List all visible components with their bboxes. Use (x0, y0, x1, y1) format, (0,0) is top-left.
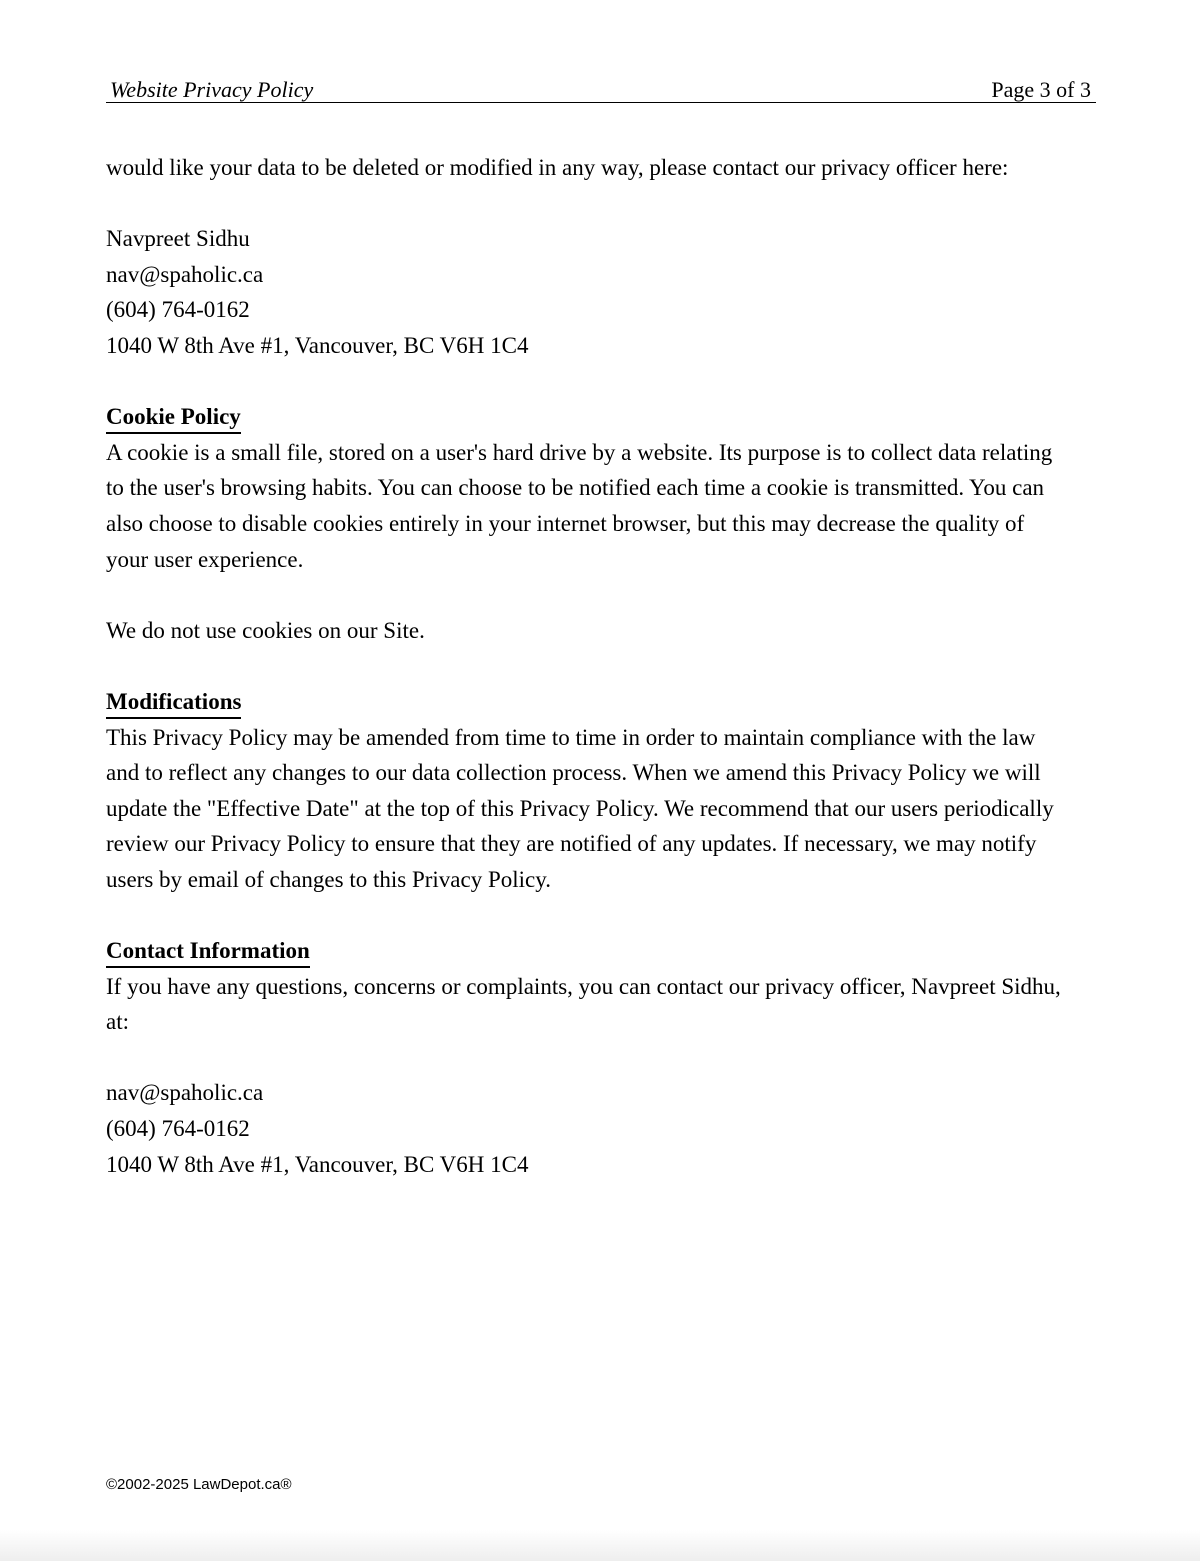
contact-details-block (106, 1075, 1100, 1182)
cookie-policy-heading: Cookie Policy (106, 402, 241, 434)
document-title: Website Privacy Policy (110, 77, 314, 102)
modifications-paragraph (106, 720, 1100, 898)
cookie-policy-line: to the user's browsing habits. You can choose to be notified each time a cookie is transmitted. You can (106, 475, 1045, 501)
cookie-policy-line: your user experience. (106, 546, 304, 572)
modifications-heading-wrap (106, 684, 1100, 720)
modifications-line: This Privacy Policy may be amended from time to time in order to maintain compliance with the law (106, 724, 1036, 750)
modifications-line: review our Privacy Policy to ensure that they are notified of any updates. If necessary, we may notify (106, 831, 1037, 857)
modifications-line: and to reflect any changes to our data collection process. When we amend this Privacy Policy we will (106, 760, 1041, 786)
page-bottom-shadow (0, 1530, 1200, 1561)
contact-phone: (604) 764-0162 (106, 1116, 250, 1142)
modifications-line: users by email of changes to this Privacy Policy. (106, 866, 552, 892)
officer-contact-block (106, 221, 1100, 363)
contact-information-line: at: (106, 1009, 129, 1035)
officer-address: 1040 W 8th Ave #1, Vancouver, BC V6H 1C4 (106, 332, 529, 358)
contact-information-heading: Contact Information (106, 936, 310, 968)
contact-address: 1040 W 8th Ave #1, Vancouver, BC V6H 1C4 (106, 1151, 529, 1177)
modifications-line: update the "Effective Date" at the top of this Privacy Policy. We recommend that our users periodically (106, 795, 1054, 821)
officer-email: nav@spaholic.ca (106, 261, 264, 287)
intro-text: would like your data to be deleted or modified in any way, please contact our privacy officer here: (106, 155, 1009, 180)
page-number: Page 3 of 3 (991, 77, 1091, 102)
officer-phone: (604) 764-0162 (106, 297, 250, 323)
modifications-heading: Modifications (106, 687, 241, 719)
contact-information-paragraph (106, 969, 1100, 1040)
page-footer (106, 1476, 292, 1494)
cookie-policy-paragraph (106, 435, 1100, 577)
page-header (106, 76, 1096, 103)
copyright-notice: ©2002-2025 LawDepot.ca® (106, 1476, 292, 1493)
cookie-policy-line: also choose to disable cookies entirely in your internet browser, but this may decrease the quality of (106, 510, 1025, 536)
contact-information-line: If you have any questions, concerns or complaints, you can contact our privacy officer, Navpreet Sidhu, (106, 973, 1061, 999)
intro-paragraph (106, 150, 1100, 186)
officer-name: Navpreet Sidhu (106, 226, 250, 252)
cookie-note: We do not use cookies on our Site. (106, 617, 425, 643)
contact-information-heading-wrap (106, 933, 1100, 969)
cookie-policy-line: A cookie is a small file, stored on a user's hard drive by a website. Its purpose is to collect data relating (106, 439, 1053, 465)
cookie-note-paragraph (106, 613, 1100, 649)
cookie-policy-heading-wrap (106, 399, 1100, 435)
document-body (106, 150, 1100, 1218)
contact-email: nav@spaholic.ca (106, 1080, 264, 1106)
